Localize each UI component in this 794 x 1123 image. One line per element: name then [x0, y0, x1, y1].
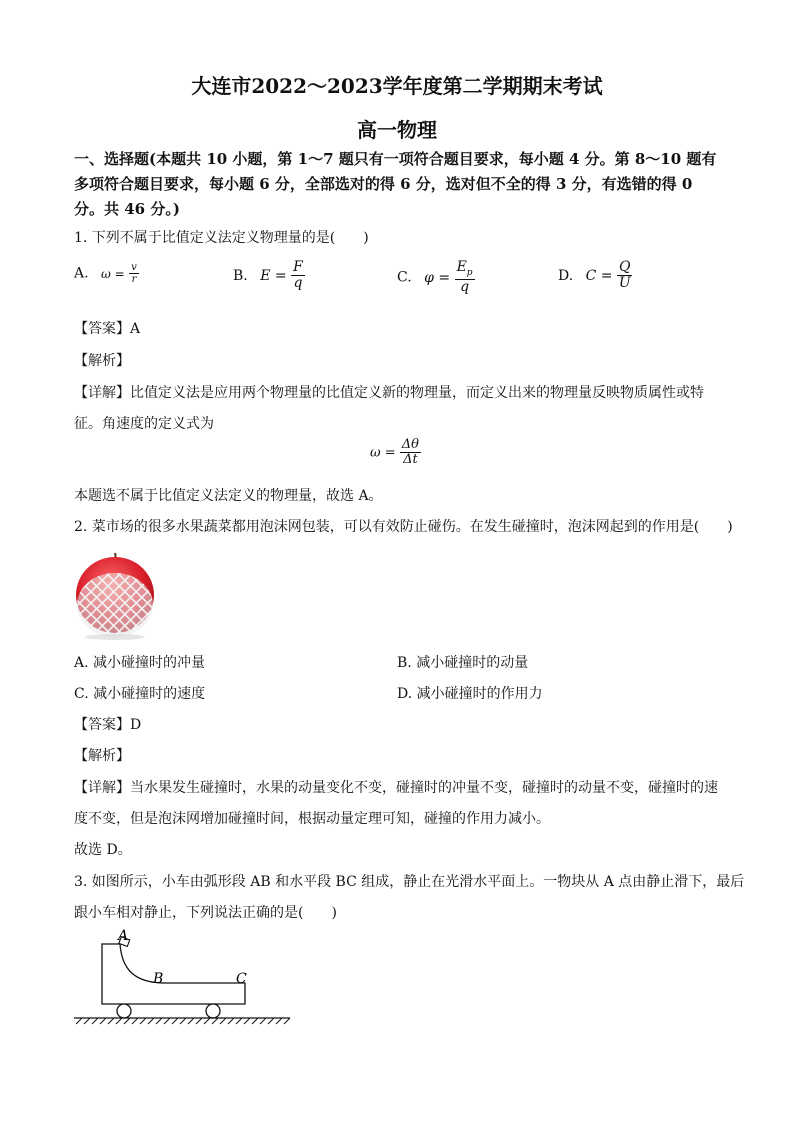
- q1-option-d-lhs: C =: [585, 267, 613, 284]
- q2-analysis-label: 【解析】: [74, 748, 130, 764]
- q1-option-a-label: A.: [74, 265, 89, 282]
- q1-option-c-lhs: φ =: [424, 269, 451, 286]
- q1-formula-num: Δθ: [401, 437, 419, 452]
- q1-option-c-num: E: [456, 259, 467, 275]
- cart-body: [102, 944, 245, 1004]
- q3-stem-line2: 跟小车相对静止，下列说法正确的是( ): [74, 905, 337, 921]
- q1-option-c-num-sub: p: [466, 267, 473, 278]
- ground-hatch: [76, 1018, 290, 1024]
- q1-conclusion: 本题选不属于比值定义法定义的物理量，故选 A。: [74, 488, 383, 504]
- label-point-b: B: [153, 971, 164, 987]
- q1-option-b-lhs: E =: [260, 267, 287, 284]
- q2-stem: 2. 菜市场的很多水果蔬菜都用泡沫网包装，可以有效防止碰伤。在发生碰撞时，泡沫网起到的作用是( ): [74, 519, 733, 535]
- q1-option-b: [233, 260, 305, 292]
- q1-option-b-label: B.: [233, 267, 248, 284]
- q1-option-d-num: Q: [619, 259, 631, 275]
- exam-title: 大连市2022～2023学年度第二学期期末考试: [191, 74, 603, 98]
- q2-option-d: D. 减小碰撞时的作用力: [397, 686, 543, 702]
- label-point-c: C: [236, 971, 247, 987]
- q2-option-a: A. 减小碰撞时的冲量: [74, 655, 206, 671]
- q1-analysis-label: 【解析】: [74, 353, 130, 369]
- q1-option-a-num: v: [131, 262, 137, 273]
- label-point-a: A: [118, 928, 129, 944]
- q2-option-c: C. 减小碰撞时的速度: [74, 686, 206, 702]
- q1-option-a-lhs: ω =: [101, 266, 125, 281]
- section-heading-line2: 多项符合题目要求，每小题 6 分，全部选对的得 6 分，选对但不全的得 3 分，有选错的得 0: [74, 175, 693, 193]
- apple-foam-net-image: [74, 551, 156, 641]
- q1-detail-line1: 【详解】比值定义法是应用两个物理量的比值定义新的物理量，而定义出来的物理量反映物质属性或特: [74, 385, 704, 401]
- q1-option-c-label: C.: [397, 269, 412, 286]
- section-heading-line1: 一、选择题(本题共 10 小题，第 1～7 题只有一项符合题目要求，每小题 4 分。第 8～10 题有: [74, 150, 717, 168]
- q1-formula-den: Δt: [403, 452, 418, 468]
- q1-option-d-den: U: [618, 275, 631, 292]
- subject-title: 高一物理: [357, 118, 437, 142]
- q1-formula: [370, 438, 421, 468]
- q1-option-a: [74, 262, 139, 285]
- q1-answer: 【答案】A: [74, 321, 141, 337]
- q2-conclusion: 故选 D。: [74, 842, 132, 858]
- section-heading-line3: 分。共 46 分。): [74, 200, 180, 218]
- q3-stem-line1: 3. 如图所示，小车由弧形段 AB 和水平段 BC 组成，静止在光滑水平面上。一物块从 A 点由静止滑下，最后: [74, 874, 745, 890]
- cart-diagram: [70, 925, 295, 1030]
- q2-detail-line2: 度不变，但是泡沫网增加碰撞时间，根据动量定理可知，碰撞的作用力减小。: [74, 811, 550, 827]
- q1-stem: 1. 下列不属于比值定义法定义物理量的是( ): [74, 230, 369, 246]
- q1-option-a-den: r: [131, 274, 137, 285]
- q2-option-b: B. 减小碰撞时的动量: [397, 655, 529, 671]
- q2-detail-line1: 【详解】当水果发生碰撞时，水果的动量变化不变，碰撞时的冲量不变，碰撞时的动量不变，碰撞时的速: [74, 780, 718, 796]
- q1-option-c: [397, 260, 475, 295]
- q1-option-b-den: q: [293, 275, 303, 292]
- q1-option-d-label: D.: [558, 267, 574, 284]
- q1-option-b-num: F: [293, 259, 303, 275]
- q1-formula-lhs: ω =: [370, 445, 396, 461]
- q1-option-d: [558, 260, 632, 292]
- q1-option-c-den: q: [460, 278, 470, 295]
- wheel-right: [206, 1004, 220, 1018]
- q2-answer: 【答案】D: [74, 717, 142, 733]
- wheel-left: [117, 1004, 131, 1018]
- q1-detail-line2: 征。角速度的定义式为: [74, 416, 214, 432]
